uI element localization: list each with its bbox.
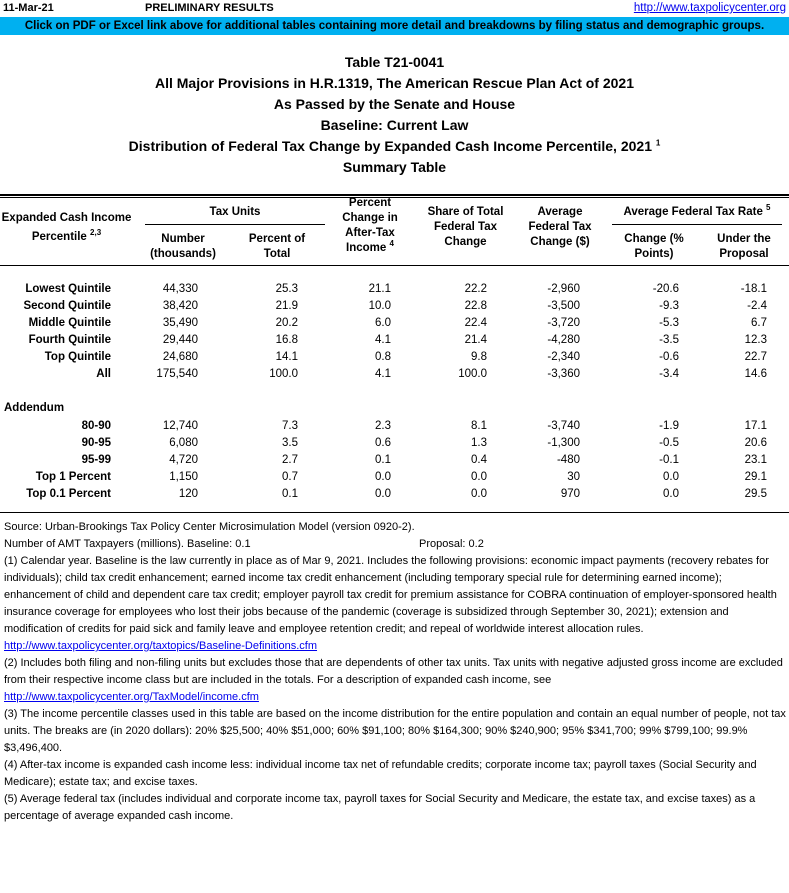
cell-share: 22.2 — [464, 283, 487, 295]
cell-pct: 21.9 — [275, 300, 298, 312]
cell-number: 29,440 — [162, 334, 198, 346]
table-title: All Major Provisions in H.R.1319, The American Rescue Plan Act of 2021 — [154, 75, 634, 91]
cell-change: 21.1 — [368, 283, 391, 295]
cell-share: 22.4 — [464, 317, 487, 329]
status-label: PRELIMINARY RESULTS — [145, 2, 274, 14]
cell-number: 6,080 — [169, 437, 198, 449]
site-link[interactable]: http://www.taxpolicycenter.org — [633, 2, 786, 14]
cell-under: 23.1 — [744, 454, 767, 466]
cell-rchg: -0.5 — [659, 437, 679, 449]
cell-number: 12,740 — [162, 420, 198, 432]
cell-change: 10.0 — [368, 300, 391, 312]
cell-pct: 14.1 — [275, 351, 298, 363]
cell-pct: 0.7 — [282, 471, 298, 483]
cell-pct: 7.3 — [282, 420, 298, 432]
cell-change: 0.6 — [375, 437, 391, 449]
cell-share: 9.8 — [471, 351, 487, 363]
cell-under: 29.5 — [744, 488, 767, 500]
row-label: Fourth Quintile — [28, 334, 111, 346]
cell-share: 0.0 — [471, 488, 487, 500]
cell-avg: -3,740 — [547, 420, 580, 432]
row-label: 95-99 — [81, 454, 111, 466]
row-label: 90-95 — [81, 437, 111, 449]
cell-rchg: -5.3 — [659, 317, 679, 329]
row-label: Top Quintile — [44, 351, 111, 363]
cell-rchg: 0.0 — [663, 471, 679, 483]
col-header-avg-change: Average Federal Tax Change ($) — [528, 206, 592, 248]
cell-change: 0.1 — [375, 454, 391, 466]
cell-avg: -1,300 — [547, 437, 580, 449]
cell-change: 6.0 — [375, 317, 391, 329]
row-label: Middle Quintile — [28, 317, 111, 329]
cell-under: 22.7 — [744, 351, 767, 363]
cell-rchg: -0.6 — [659, 351, 679, 363]
col-header-pct-change: Percent Change in After-Tax Income $^4$ — [342, 197, 398, 254]
note-5: (5) Average federal tax (includes individual and corporate income tax, payroll taxes for Social Security and Medicare, the estate tax, and excise taxes) as a percentage of average expanded cash income. — [4, 793, 756, 822]
table-row — [0, 435, 789, 452]
cell-under: -2.4 — [747, 300, 767, 312]
table-row — [0, 281, 789, 298]
info-banner: Click on PDF or Excel link above for additional tables containing more detail and breakdowns by filing status and demographic groups. — [0, 17, 789, 35]
row-label: All — [96, 368, 111, 380]
col-header-rate-under: Under the Proposal — [717, 233, 771, 260]
note-4: (4) After-tax income is expanded cash income less: individual income tax net of refundable credits; corporate income tax; payroll taxes (Social Security and Medicare); estate tax; and excise taxes. — [4, 759, 757, 788]
header-bottom-rule — [0, 265, 789, 266]
cell-share: 22.8 — [464, 300, 487, 312]
cell-avg: -2,960 — [547, 283, 580, 295]
table-row — [0, 469, 789, 486]
cell-rchg: -9.3 — [659, 300, 679, 312]
note-2: (2) Includes both filing and non-filing units but excludes those that are dependents of other tax units. Tax units with negative adjusted gross income are excluded from their respective income class but are included in the totals. For a description of expanded cash income, see — [4, 657, 783, 686]
cell-under: 14.6 — [744, 368, 767, 380]
cell-avg: -3,720 — [547, 317, 580, 329]
cell-avg: -2,340 — [547, 351, 580, 363]
cell-avg: 970 — [560, 488, 580, 500]
table-row — [0, 332, 789, 349]
cell-under: 17.1 — [744, 420, 767, 432]
cell-under: -18.1 — [740, 283, 767, 295]
cell-change: 4.1 — [375, 334, 391, 346]
col-header-rate: Average Federal Tax Rate $^5$ — [623, 203, 771, 218]
cell-number: 4,720 — [169, 454, 198, 466]
row-label: 80-90 — [81, 420, 111, 432]
cell-change: 2.3 — [375, 420, 391, 432]
col-header-tax-units: Tax Units — [209, 206, 261, 218]
cell-pct: 2.7 — [282, 454, 298, 466]
top-bar — [0, 0, 789, 17]
cell-pct: 0.1 — [282, 488, 298, 500]
cell-change: 0.8 — [375, 351, 391, 363]
cell-under: 6.7 — [751, 317, 767, 329]
cell-share: 0.0 — [471, 471, 487, 483]
row-label: Second Quintile — [23, 300, 111, 312]
baseline-definitions-link[interactable]: http://www.taxpolicycenter.org/taxtopics/Baseline-Definitions.cfm — [4, 640, 318, 652]
cell-avg: -3,500 — [547, 300, 580, 312]
distribution-title: Distribution of Federal Tax Change by Expanded Cash Income Percentile, 2021 $^1$ — [128, 138, 661, 154]
note-1: (1) Calendar year. Baseline is the law currently in place as of Mar 9, 2021. Includes the following provisions: economic impact payments (recovery rebates for individuals); child tax credit enhancement; earned income tax credit enhancement (including temporary special rule for determining earned income); enhancement of child and dependent care tax credit; employer payroll tax credit for premium assistance for COBRA continuation of employer-sponsored health insurance coverage for employees who lost their jobs because of the pandemic (coverage is subsidized through September 30, 2021); extension and modification of credits for paid sick and family leave and employee retention credit; and repeal of worldwide interest allocation rules. — [4, 555, 777, 635]
addendum-label: Addendum — [4, 402, 65, 414]
summary-title: Summary Table — [342, 159, 447, 175]
cell-avg: -3,360 — [547, 368, 580, 380]
cell-rchg: -20.6 — [652, 283, 679, 295]
table-bottom-rule — [0, 512, 789, 513]
cell-share: 8.1 — [471, 420, 487, 432]
cell-number: 120 — [178, 488, 198, 500]
cell-rchg: -3.5 — [659, 334, 679, 346]
cell-number: 175,540 — [156, 368, 198, 380]
cell-pct: 20.2 — [275, 317, 298, 329]
cell-under: 20.6 — [744, 437, 767, 449]
cell-change: 0.0 — [375, 471, 391, 483]
cell-share: 21.4 — [464, 334, 487, 346]
cell-change: 0.0 — [375, 488, 391, 500]
table-row — [0, 315, 789, 332]
baseline-title: Baseline: Current Law — [320, 117, 469, 133]
source-note: Source: Urban-Brookings Tax Policy Center Microsimulation Model (version 0920-2). — [4, 521, 415, 533]
cell-rchg: -0.1 — [659, 454, 679, 466]
cell-number: 24,680 — [162, 351, 198, 363]
table-row — [0, 452, 789, 469]
table-row — [0, 349, 789, 366]
cell-rchg: -3.4 — [659, 368, 679, 380]
note-3: (3) The income percentile classes used in this table are based on the income distribution for the entire population and contain an equal number of people, not tax units. The breaks are (in 2020 dollars): 20% $25,500; 40% $51,000; 60% $91,100; 80% $164,300; 90% $240,900; 95% $341,700; 99% $799,100; 99.9% $3,496,400. — [4, 708, 786, 754]
table-row — [0, 298, 789, 315]
cell-change: 4.1 — [375, 368, 391, 380]
col-header-rate-change: Change (% Points) — [624, 233, 684, 260]
cell-pct: 100.0 — [269, 368, 298, 380]
cell-number: 38,420 — [162, 300, 198, 312]
col-header-group: Expanded Cash Income Percentile $^{2,3}$ — [1, 212, 132, 243]
footnotes — [4, 519, 786, 825]
cell-pct: 16.8 — [275, 334, 298, 346]
cell-number: 35,490 — [162, 317, 198, 329]
cell-under: 29.1 — [744, 471, 767, 483]
cell-pct: 3.5 — [282, 437, 298, 449]
cell-avg: -4,280 — [547, 334, 580, 346]
table-row — [0, 486, 789, 503]
cell-rchg: 0.0 — [663, 488, 679, 500]
rate-underline — [612, 224, 782, 225]
table-titles — [0, 52, 789, 178]
amt-note: Number of AMT Taxpayers (millions). Baseline: 0.1 Proposal: 0.2 — [4, 538, 484, 550]
table-row — [0, 366, 789, 383]
tax-units-underline — [145, 224, 325, 225]
table-row — [0, 418, 789, 435]
cell-number: 44,330 — [162, 283, 198, 295]
row-label: Lowest Quintile — [25, 283, 111, 295]
report-date: 11-Mar-21 — [3, 2, 54, 14]
cell-avg: 30 — [567, 471, 580, 483]
cell-share: 0.4 — [471, 454, 487, 466]
cell-number: 1,150 — [169, 471, 198, 483]
cell-rchg: -1.9 — [659, 420, 679, 432]
table-subtitle: As Passed by the Senate and House — [273, 96, 516, 112]
row-label: Top 0.1 Percent — [26, 488, 111, 500]
income-definition-link[interactable]: http://www.taxpolicycenter.org/TaxModel/income.cfm — [4, 691, 259, 703]
cell-avg: -480 — [556, 454, 580, 466]
cell-under: 12.3 — [744, 334, 767, 346]
table-id: Table T21-0041 — [344, 54, 445, 70]
cell-share: 1.3 — [471, 437, 487, 449]
row-label: Top 1 Percent — [35, 471, 111, 483]
cell-share: 100.0 — [458, 368, 487, 380]
col-header-number: Number (thousands) — [150, 233, 216, 260]
col-header-share: Share of Total Federal Tax Change — [427, 206, 504, 248]
cell-pct: 25.3 — [275, 283, 298, 295]
col-header-pct-total: Percent of Total — [248, 233, 306, 260]
